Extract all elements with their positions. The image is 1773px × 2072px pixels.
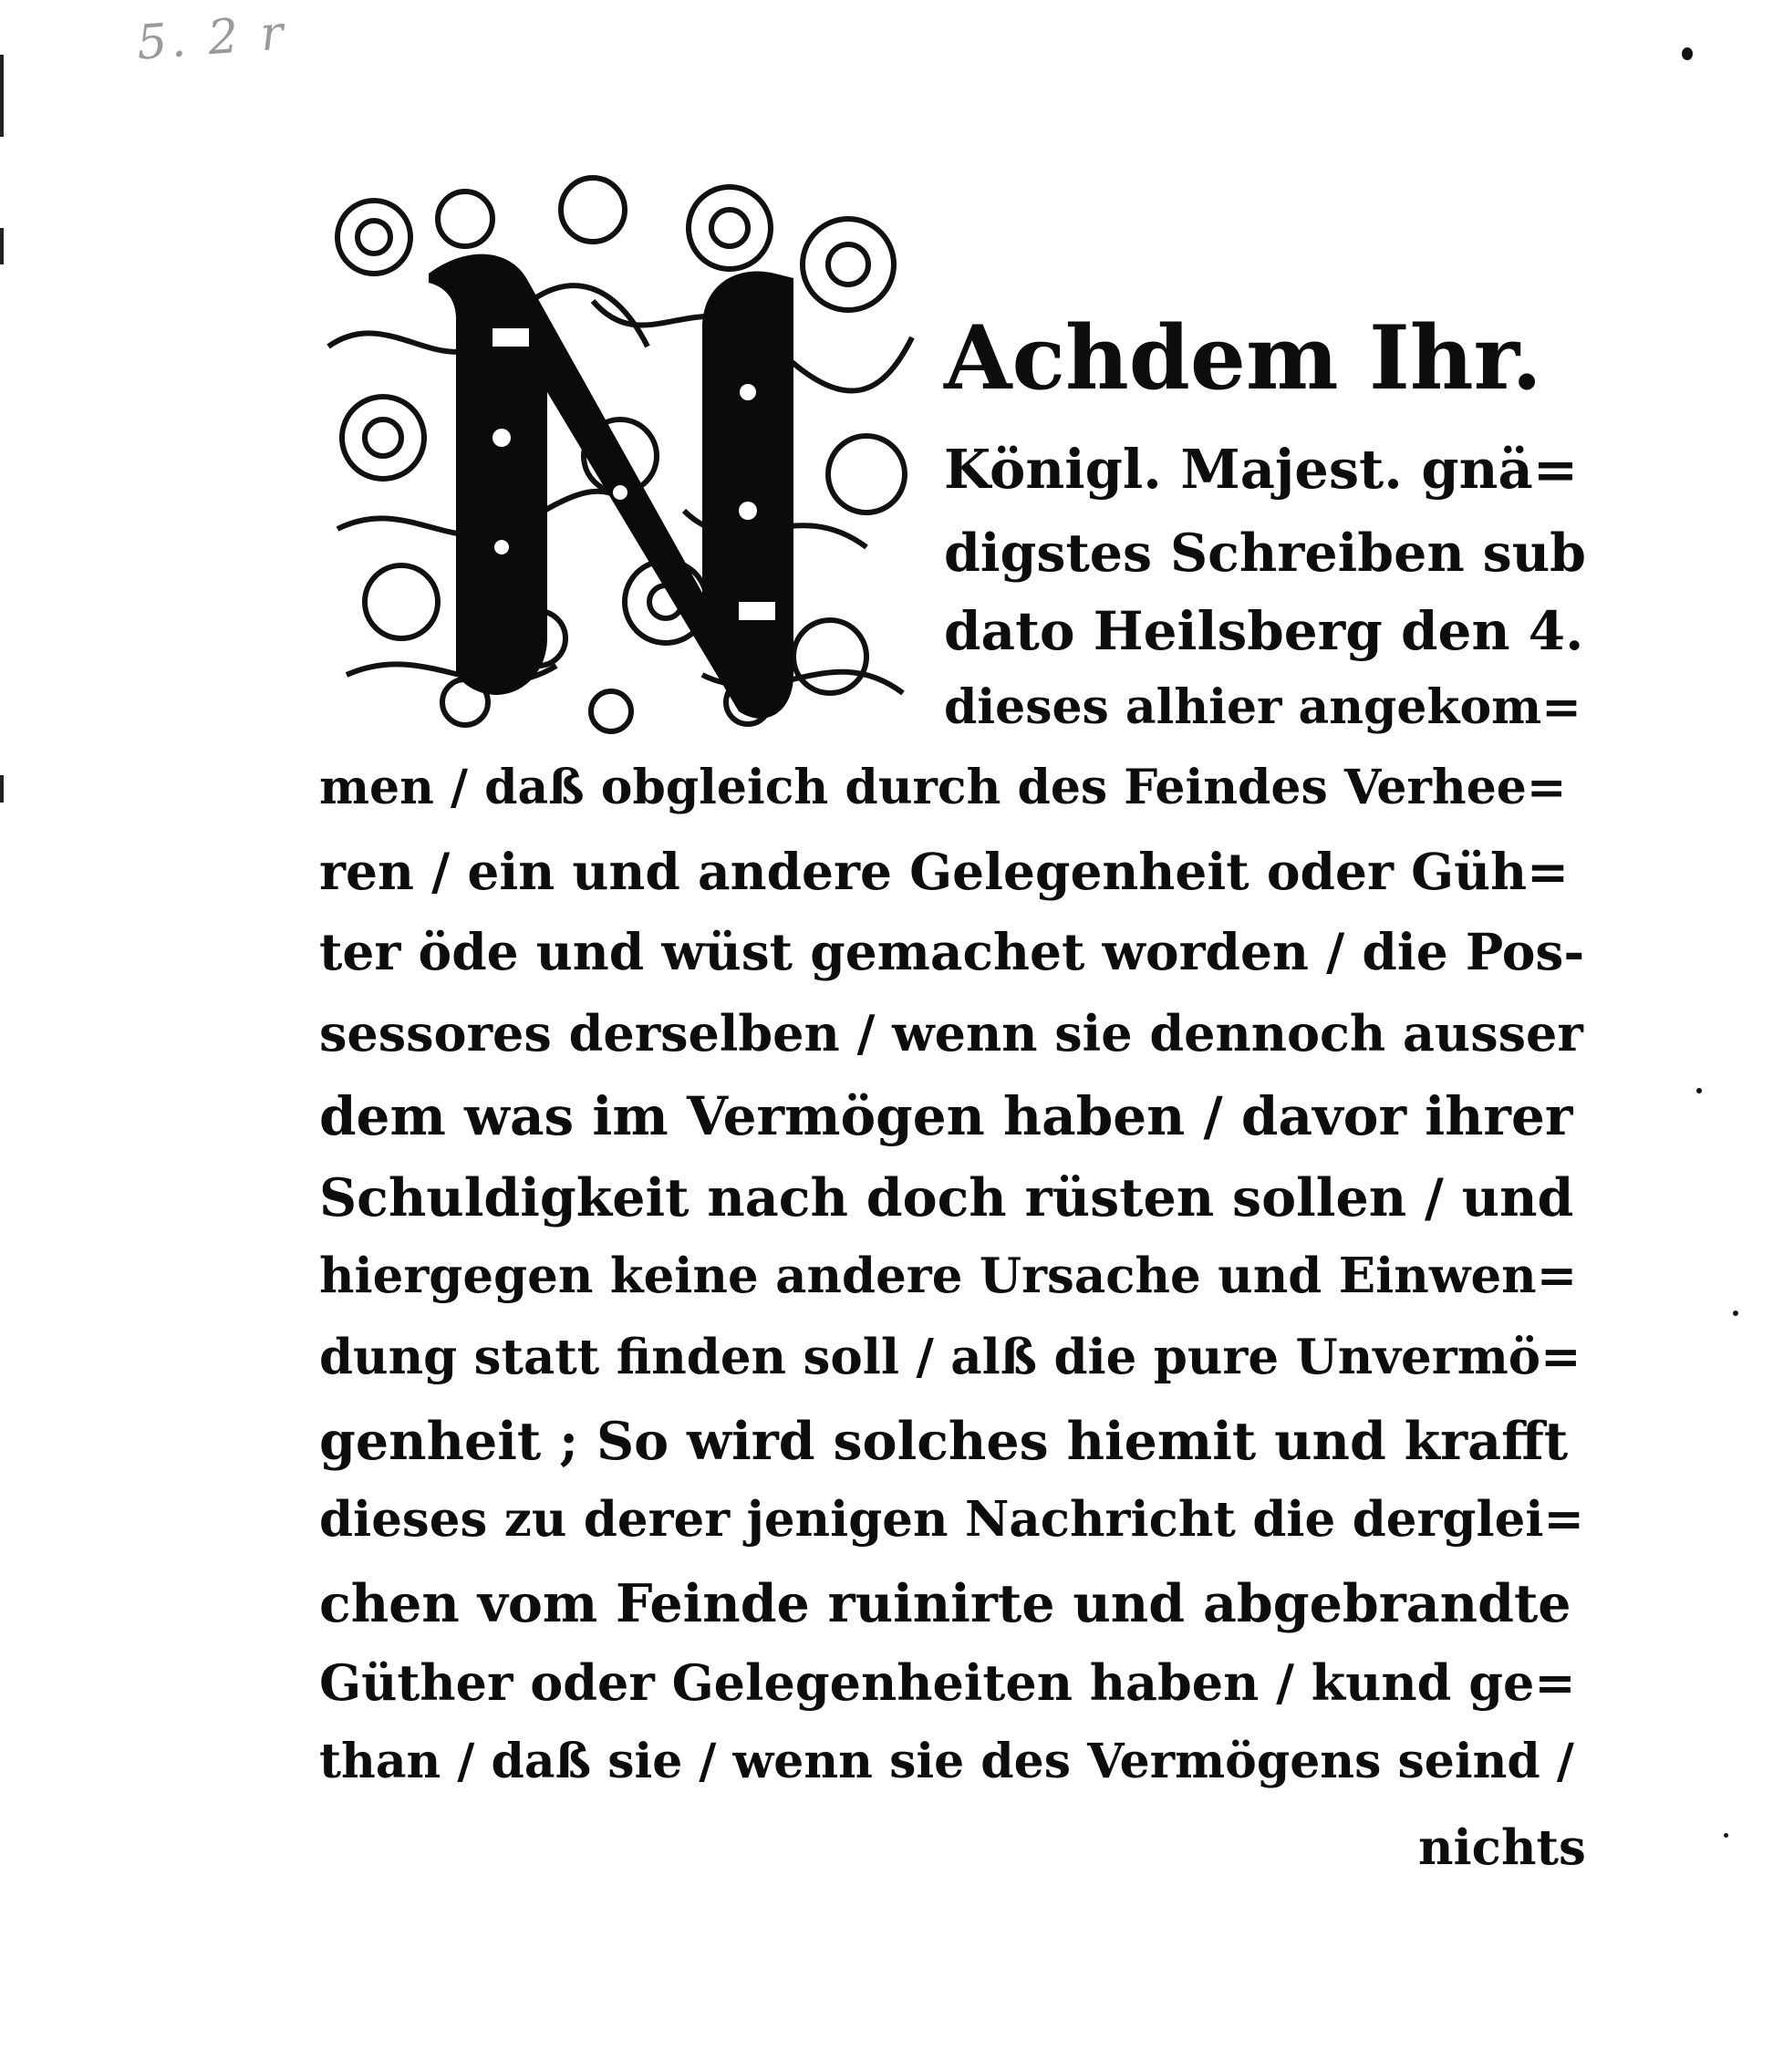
ink-speck	[1733, 1311, 1738, 1316]
text-line-5: dieses alhier angekom=	[944, 679, 1581, 735]
text-line-12: hiergegen keine andere Ursache und Einwen=	[319, 1248, 1578, 1304]
text-line-6: men / daß obgleich durch des Feindes Verhee=	[319, 760, 1567, 815]
ink-speck	[1724, 1833, 1728, 1838]
text-line-1: Achdem Ihr.	[944, 306, 1542, 409]
text-line-16: chen vom Feinde ruinirte und abgebrandte	[319, 1573, 1571, 1634]
text-line-2: Königl. Majest. gnä=	[944, 438, 1579, 501]
text-line-9: sessores derselben / wenn sie dennoch ausser	[319, 1004, 1583, 1062]
text-line-4: dato Heilsberg den 4.	[944, 600, 1584, 662]
text-line-7: ren / ein und andere Gelegenheit oder Güh=	[319, 842, 1570, 901]
text-line-13: dung statt finden soll / alß die pure Unvermö=	[319, 1329, 1581, 1385]
text-line-15: dieses zu derer jenigen Nachricht die derglei=	[319, 1491, 1584, 1548]
text-line-17: Güther oder Gelegenheiten haben / kund ge=	[319, 1653, 1576, 1712]
ink-speck	[1696, 1088, 1702, 1093]
decorated-initial-image	[319, 164, 921, 739]
edge-mark	[0, 228, 4, 264]
text-line-11: Schuldigkeit nach doch rüsten sollen / und	[319, 1167, 1574, 1228]
text-line-18: than / daß sie / wenn sie des Vermögens seind /	[319, 1734, 1574, 1789]
edge-mark	[0, 775, 4, 803]
text-line-10: dem was im Vermögen haben / davor ihrer	[319, 1085, 1573, 1147]
text-line-3: digstes Schreiben sub	[944, 523, 1587, 584]
catchword: nichts	[1418, 1819, 1586, 1876]
margin-note: 5. 2 r	[135, 5, 289, 71]
ink-speck	[1682, 47, 1693, 60]
edge-mark	[0, 55, 4, 137]
text-line-8: ter öde und wüst gemachet worden / die Pos-	[319, 922, 1585, 981]
text-line-14: genheit ; So wird solches hiemit und krafft	[319, 1411, 1569, 1472]
decorated-initial	[319, 164, 921, 739]
